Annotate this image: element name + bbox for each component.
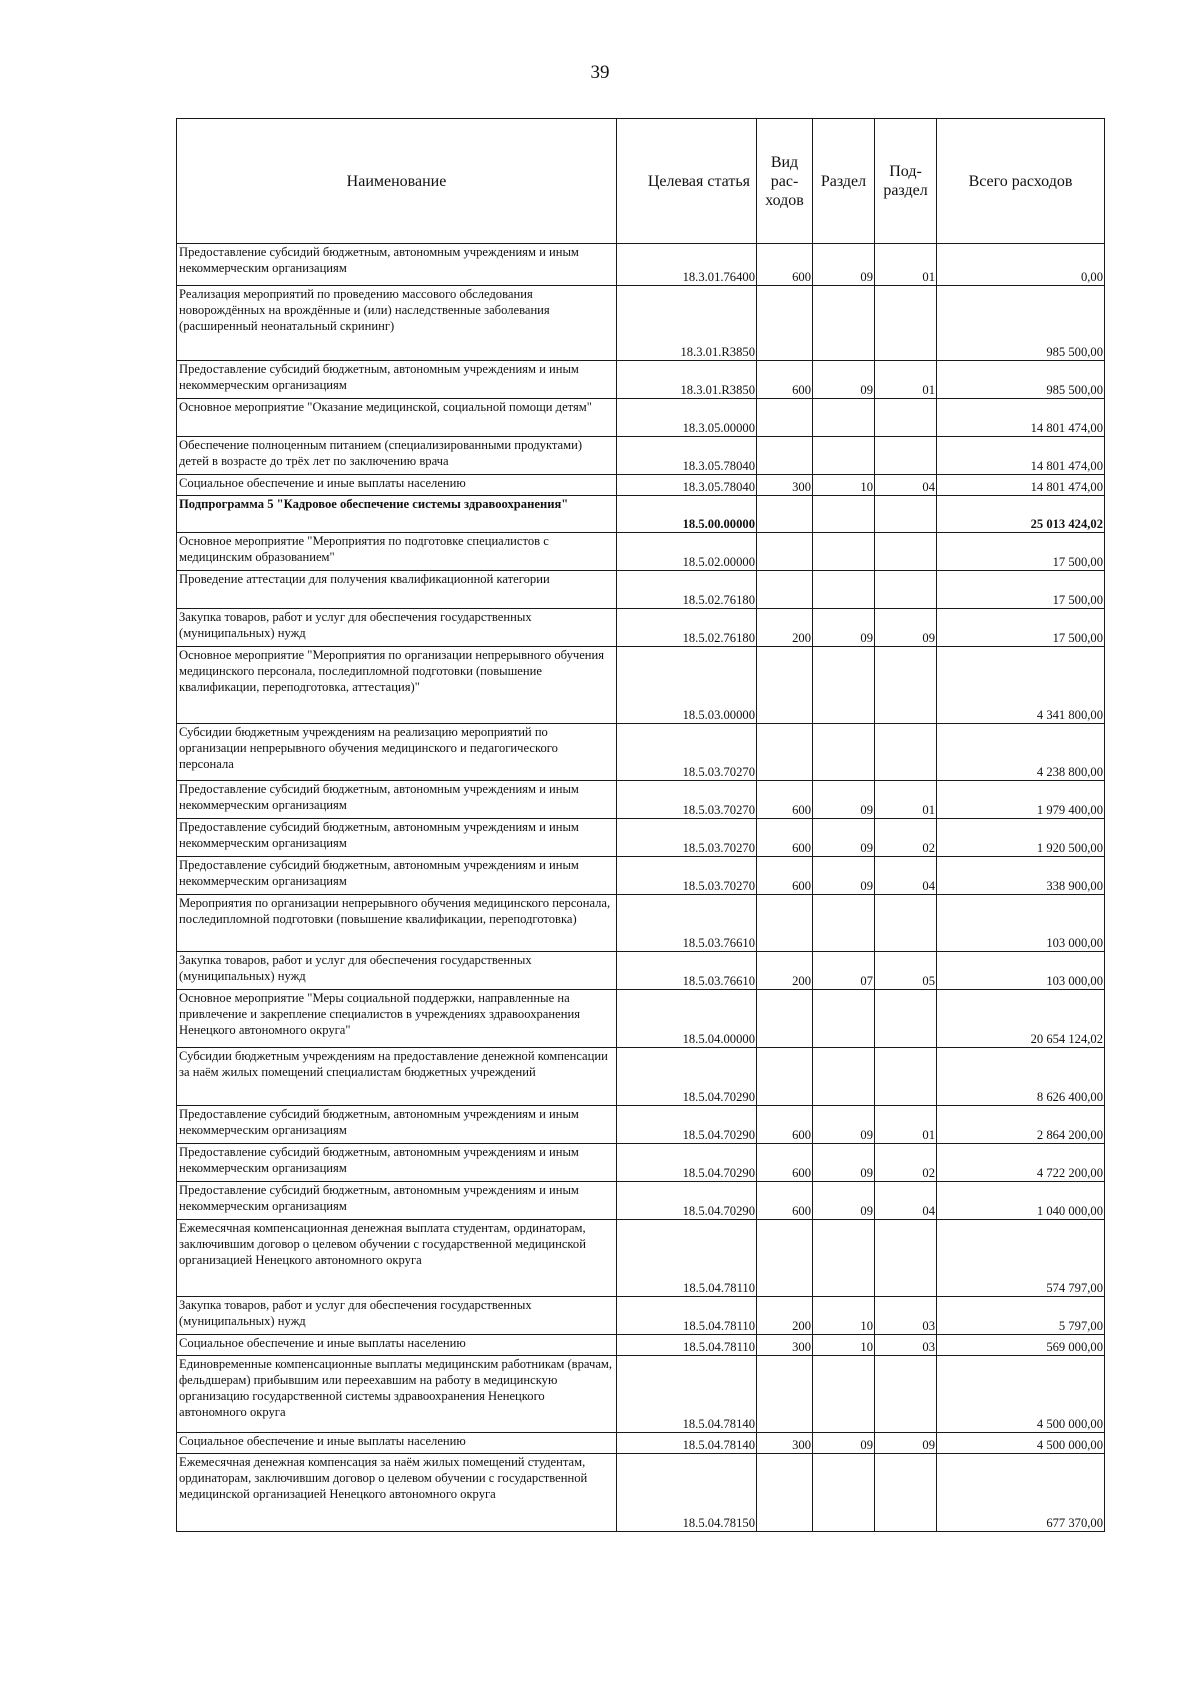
cell-subsection bbox=[875, 1454, 937, 1532]
cell-section bbox=[813, 437, 875, 475]
cell-target-article: 18.5.04.70290 bbox=[617, 1182, 757, 1220]
cell-name: Основное мероприятие "Оказание медицинской, социальной помощи детям" bbox=[177, 399, 617, 437]
cell-subsection bbox=[875, 1048, 937, 1106]
cell-section: 09 bbox=[813, 1106, 875, 1144]
cell-subsection bbox=[875, 990, 937, 1048]
cell-target-article: 18.5.04.78110 bbox=[617, 1220, 757, 1297]
cell-name: Мероприятия по организации непрерывного обучения медицинского персонала, последипломной подготовки (повышение квалификации, переподготовка) bbox=[177, 895, 617, 952]
cell-name: Субсидии бюджетным учреждениям на предоставление денежной компенсации за наём жилых помещений специалистам бюджетных учреждений bbox=[177, 1048, 617, 1106]
table-row bbox=[177, 1297, 1105, 1335]
cell-target-article: 18.5.02.76180 bbox=[617, 571, 757, 609]
cell-expense-type: 600 bbox=[757, 244, 813, 286]
cell-total: 4 500 000,00 bbox=[937, 1433, 1105, 1454]
cell-target-article: 18.5.04.78110 bbox=[617, 1335, 757, 1356]
cell-target-article: 18.5.03.76610 bbox=[617, 952, 757, 990]
cell-section: 10 bbox=[813, 475, 875, 496]
cell-section bbox=[813, 895, 875, 952]
cell-subsection: 03 bbox=[875, 1335, 937, 1356]
cell-total: 0,00 bbox=[937, 244, 1105, 286]
cell-name: Реализация мероприятий по проведению массового обследования новорождённых на врождённые и (или) наследственные заболевания (расширенный неонатальный скрининг) bbox=[177, 286, 617, 361]
cell-total: 14 801 474,00 bbox=[937, 437, 1105, 475]
cell-expense-type bbox=[757, 399, 813, 437]
cell-expense-type: 300 bbox=[757, 475, 813, 496]
cell-subsection bbox=[875, 1220, 937, 1297]
cell-subsection bbox=[875, 571, 937, 609]
cell-total: 17 500,00 bbox=[937, 533, 1105, 571]
table-row bbox=[177, 1106, 1105, 1144]
cell-subsection: 03 bbox=[875, 1297, 937, 1335]
cell-total: 4 722 200,00 bbox=[937, 1144, 1105, 1182]
cell-total: 103 000,00 bbox=[937, 895, 1105, 952]
cell-name: Субсидии бюджетным учреждениям на реализацию мероприятий по организации непрерывного обучения медицинского и педагогического персонала bbox=[177, 724, 617, 781]
cell-expense-type bbox=[757, 571, 813, 609]
cell-subsection bbox=[875, 437, 937, 475]
cell-subsection: 02 bbox=[875, 819, 937, 857]
table-row bbox=[177, 1182, 1105, 1220]
header-target-article: Целевая статья bbox=[617, 119, 757, 244]
table-row bbox=[177, 952, 1105, 990]
table-row bbox=[177, 571, 1105, 609]
table-row bbox=[177, 475, 1105, 496]
table-row bbox=[177, 1356, 1105, 1433]
cell-expense-type bbox=[757, 647, 813, 724]
cell-total: 1 979 400,00 bbox=[937, 781, 1105, 819]
cell-expense-type bbox=[757, 496, 813, 533]
cell-target-article: 18.5.03.70270 bbox=[617, 857, 757, 895]
cell-expense-type bbox=[757, 1356, 813, 1433]
cell-total: 17 500,00 bbox=[937, 571, 1105, 609]
cell-section bbox=[813, 1356, 875, 1433]
table-row bbox=[177, 609, 1105, 647]
cell-total: 4 238 800,00 bbox=[937, 724, 1105, 781]
cell-section bbox=[813, 1220, 875, 1297]
header-total-expenses: Всего расходов bbox=[937, 119, 1105, 244]
cell-expense-type bbox=[757, 1454, 813, 1532]
table-row bbox=[177, 1144, 1105, 1182]
header-name: Наименование bbox=[177, 119, 617, 244]
cell-name: Предоставление субсидий бюджетным, автономным учреждениям и иным некоммерческим организациям bbox=[177, 244, 617, 286]
cell-name: Основное мероприятие "Меры социальной поддержки, направленные на привлечение и закрепление специалистов в учреждениях здравоохранения Ненецкого автономного округа" bbox=[177, 990, 617, 1048]
cell-section: 09 bbox=[813, 1182, 875, 1220]
cell-subsection bbox=[875, 399, 937, 437]
cell-expense-type: 600 bbox=[757, 1144, 813, 1182]
table-row bbox=[177, 533, 1105, 571]
cell-section bbox=[813, 533, 875, 571]
cell-total: 574 797,00 bbox=[937, 1220, 1105, 1297]
cell-expense-type: 600 bbox=[757, 1106, 813, 1144]
cell-section bbox=[813, 571, 875, 609]
cell-total: 5 797,00 bbox=[937, 1297, 1105, 1335]
cell-target-article: 18.3.01.R3850 bbox=[617, 286, 757, 361]
cell-target-article: 18.5.03.76610 bbox=[617, 895, 757, 952]
cell-section: 09 bbox=[813, 361, 875, 399]
cell-target-article: 18.5.00.00000 bbox=[617, 496, 757, 533]
table-row bbox=[177, 437, 1105, 475]
cell-target-article: 18.5.04.70290 bbox=[617, 1144, 757, 1182]
cell-name: Ежемесячная компенсационная денежная выплата студентам, ординаторам, заключившим договор о целевом обучении с государственной медицинской организацией Ненецкого автономного округа bbox=[177, 1220, 617, 1297]
cell-subsection: 04 bbox=[875, 1182, 937, 1220]
cell-subsection: 04 bbox=[875, 857, 937, 895]
cell-subsection bbox=[875, 496, 937, 533]
cell-total: 1 040 000,00 bbox=[937, 1182, 1105, 1220]
cell-target-article: 18.5.03.70270 bbox=[617, 781, 757, 819]
cell-total: 103 000,00 bbox=[937, 952, 1105, 990]
header-section: Раздел bbox=[813, 119, 875, 244]
cell-target-article: 18.3.05.78040 bbox=[617, 475, 757, 496]
cell-target-article: 18.5.04.78140 bbox=[617, 1356, 757, 1433]
cell-target-article: 18.5.03.70270 bbox=[617, 819, 757, 857]
table-header-row bbox=[177, 119, 1105, 244]
cell-expense-type: 600 bbox=[757, 1182, 813, 1220]
table-row bbox=[177, 857, 1105, 895]
cell-name: Закупка товаров, работ и услуг для обеспечения государственных (муниципальных) нужд bbox=[177, 1297, 617, 1335]
cell-subsection bbox=[875, 286, 937, 361]
cell-expense-type bbox=[757, 1220, 813, 1297]
cell-total: 985 500,00 bbox=[937, 286, 1105, 361]
table-row bbox=[177, 399, 1105, 437]
cell-target-article: 18.5.04.78150 bbox=[617, 1454, 757, 1532]
cell-name: Предоставление субсидий бюджетным, автономным учреждениям и иным некоммерческим организациям bbox=[177, 781, 617, 819]
cell-total: 985 500,00 bbox=[937, 361, 1105, 399]
cell-total: 8 626 400,00 bbox=[937, 1048, 1105, 1106]
budget-table bbox=[176, 118, 1105, 1532]
cell-expense-type bbox=[757, 990, 813, 1048]
cell-target-article: 18.5.03.70270 bbox=[617, 724, 757, 781]
cell-expense-type bbox=[757, 286, 813, 361]
cell-target-article: 18.5.04.00000 bbox=[617, 990, 757, 1048]
cell-total: 2 864 200,00 bbox=[937, 1106, 1105, 1144]
cell-target-article: 18.5.02.76180 bbox=[617, 609, 757, 647]
cell-target-article: 18.3.01.76400 bbox=[617, 244, 757, 286]
cell-section bbox=[813, 1454, 875, 1532]
cell-subsection: 04 bbox=[875, 475, 937, 496]
cell-section bbox=[813, 399, 875, 437]
cell-name: Подпрограмма 5 "Кадровое обеспечение системы здравоохранения" bbox=[177, 496, 617, 533]
table-row bbox=[177, 819, 1105, 857]
cell-section bbox=[813, 990, 875, 1048]
table-row bbox=[177, 286, 1105, 361]
cell-subsection: 09 bbox=[875, 609, 937, 647]
cell-section bbox=[813, 286, 875, 361]
cell-total: 14 801 474,00 bbox=[937, 399, 1105, 437]
cell-section: 09 bbox=[813, 781, 875, 819]
cell-target-article: 18.3.05.78040 bbox=[617, 437, 757, 475]
cell-subsection: 01 bbox=[875, 244, 937, 286]
cell-section: 09 bbox=[813, 819, 875, 857]
table-row bbox=[177, 1048, 1105, 1106]
header-subsection: Под- раздел bbox=[875, 119, 937, 244]
cell-section: 09 bbox=[813, 244, 875, 286]
cell-target-article: 18.3.01.R3850 bbox=[617, 361, 757, 399]
cell-name: Закупка товаров, работ и услуг для обеспечения государственных (муниципальных) нужд bbox=[177, 609, 617, 647]
cell-name: Социальное обеспечение и иные выплаты населению bbox=[177, 1335, 617, 1356]
cell-target-article: 18.5.03.00000 bbox=[617, 647, 757, 724]
cell-name: Предоставление субсидий бюджетным, автономным учреждениям и иным некоммерческим организациям bbox=[177, 361, 617, 399]
cell-expense-type bbox=[757, 895, 813, 952]
cell-expense-type bbox=[757, 1048, 813, 1106]
cell-subsection: 01 bbox=[875, 1106, 937, 1144]
cell-name: Предоставление субсидий бюджетным, автономным учреждениям и иным некоммерческим организациям bbox=[177, 1182, 617, 1220]
table-row bbox=[177, 1335, 1105, 1356]
page-number: 39 bbox=[590, 62, 610, 83]
cell-name: Социальное обеспечение и иные выплаты населению bbox=[177, 475, 617, 496]
cell-subsection bbox=[875, 1356, 937, 1433]
cell-name: Основное мероприятие "Мероприятия по организации непрерывного обучения медицинского персонала, последипломной подготовки (повышение квалификации, переподготовка, аттестация)" bbox=[177, 647, 617, 724]
cell-total: 4 500 000,00 bbox=[937, 1356, 1105, 1433]
cell-section bbox=[813, 724, 875, 781]
cell-expense-type bbox=[757, 437, 813, 475]
cell-expense-type: 200 bbox=[757, 1297, 813, 1335]
cell-expense-type: 600 bbox=[757, 781, 813, 819]
cell-name: Предоставление субсидий бюджетным, автономным учреждениям и иным некоммерческим организациям bbox=[177, 1144, 617, 1182]
table-row bbox=[177, 244, 1105, 286]
cell-expense-type: 600 bbox=[757, 819, 813, 857]
table-row bbox=[177, 1433, 1105, 1454]
cell-total: 677 370,00 bbox=[937, 1454, 1105, 1532]
cell-total: 14 801 474,00 bbox=[937, 475, 1105, 496]
cell-name: Социальное обеспечение и иные выплаты населению bbox=[177, 1433, 617, 1454]
cell-subsection bbox=[875, 647, 937, 724]
cell-subsection: 05 bbox=[875, 952, 937, 990]
table-row bbox=[177, 1454, 1105, 1532]
cell-total: 1 920 500,00 bbox=[937, 819, 1105, 857]
cell-name: Обеспечение полноценным питанием (специализированными продуктами) детей в возрасте до трёх лет по заключению врача bbox=[177, 437, 617, 475]
cell-subsection: 09 bbox=[875, 1433, 937, 1454]
cell-section: 09 bbox=[813, 1144, 875, 1182]
cell-name: Проведение аттестации для получения квалификационной категории bbox=[177, 571, 617, 609]
table-row bbox=[177, 647, 1105, 724]
table-row bbox=[177, 361, 1105, 399]
cell-target-article: 18.5.04.70290 bbox=[617, 1048, 757, 1106]
cell-target-article: 18.3.05.00000 bbox=[617, 399, 757, 437]
cell-name: Предоставление субсидий бюджетным, автономным учреждениям и иным некоммерческим организациям bbox=[177, 819, 617, 857]
cell-total: 17 500,00 bbox=[937, 609, 1105, 647]
cell-expense-type: 200 bbox=[757, 952, 813, 990]
cell-expense-type: 600 bbox=[757, 857, 813, 895]
cell-section: 09 bbox=[813, 1433, 875, 1454]
cell-subsection bbox=[875, 724, 937, 781]
table-row bbox=[177, 1220, 1105, 1297]
cell-section: 10 bbox=[813, 1297, 875, 1335]
table-row bbox=[177, 724, 1105, 781]
cell-subsection bbox=[875, 895, 937, 952]
cell-name: Ежемесячная денежная компенсация за наём жилых помещений студентам, ординаторам, заключившим договор о целевом обучении с государственной медицинской организацией Ненецкого автономного округа bbox=[177, 1454, 617, 1532]
header-expense-type: Вид рас- ходов bbox=[757, 119, 813, 244]
cell-subsection: 01 bbox=[875, 361, 937, 399]
cell-expense-type: 300 bbox=[757, 1335, 813, 1356]
cell-target-article: 18.5.04.78110 bbox=[617, 1297, 757, 1335]
table-row bbox=[177, 895, 1105, 952]
cell-subsection: 02 bbox=[875, 1144, 937, 1182]
cell-target-article: 18.5.04.78140 bbox=[617, 1433, 757, 1454]
cell-name: Закупка товаров, работ и услуг для обеспечения государственных (муниципальных) нужд bbox=[177, 952, 617, 990]
cell-target-article: 18.5.04.70290 bbox=[617, 1106, 757, 1144]
cell-expense-type bbox=[757, 724, 813, 781]
cell-expense-type: 600 bbox=[757, 361, 813, 399]
cell-total: 569 000,00 bbox=[937, 1335, 1105, 1356]
cell-name: Предоставление субсидий бюджетным, автономным учреждениям и иным некоммерческим организациям bbox=[177, 857, 617, 895]
cell-section: 09 bbox=[813, 609, 875, 647]
cell-section: 09 bbox=[813, 857, 875, 895]
cell-section bbox=[813, 1048, 875, 1106]
cell-target-article: 18.5.02.00000 bbox=[617, 533, 757, 571]
cell-total: 20 654 124,02 bbox=[937, 990, 1105, 1048]
cell-total: 338 900,00 bbox=[937, 857, 1105, 895]
cell-subsection: 01 bbox=[875, 781, 937, 819]
cell-section: 07 bbox=[813, 952, 875, 990]
cell-total: 25 013 424,02 bbox=[937, 496, 1105, 533]
cell-expense-type bbox=[757, 533, 813, 571]
cell-expense-type: 300 bbox=[757, 1433, 813, 1454]
cell-expense-type: 200 bbox=[757, 609, 813, 647]
cell-total: 4 341 800,00 bbox=[937, 647, 1105, 724]
cell-section: 10 bbox=[813, 1335, 875, 1356]
cell-name: Единовременные компенсационные выплаты медицинским работникам (врачам, фельдшерам) прибывшим или переехавшим на работу в медицинскую организацию государственной системы здравоохранения Ненецкого автономного округа bbox=[177, 1356, 617, 1433]
table-row bbox=[177, 781, 1105, 819]
cell-name: Основное мероприятие "Мероприятия по подготовке специалистов с медицинским образованием" bbox=[177, 533, 617, 571]
cell-section bbox=[813, 647, 875, 724]
cell-name: Предоставление субсидий бюджетным, автономным учреждениям и иным некоммерческим организациям bbox=[177, 1106, 617, 1144]
table-row bbox=[177, 496, 1105, 533]
cell-section bbox=[813, 496, 875, 533]
table-row bbox=[177, 990, 1105, 1048]
cell-subsection bbox=[875, 533, 937, 571]
